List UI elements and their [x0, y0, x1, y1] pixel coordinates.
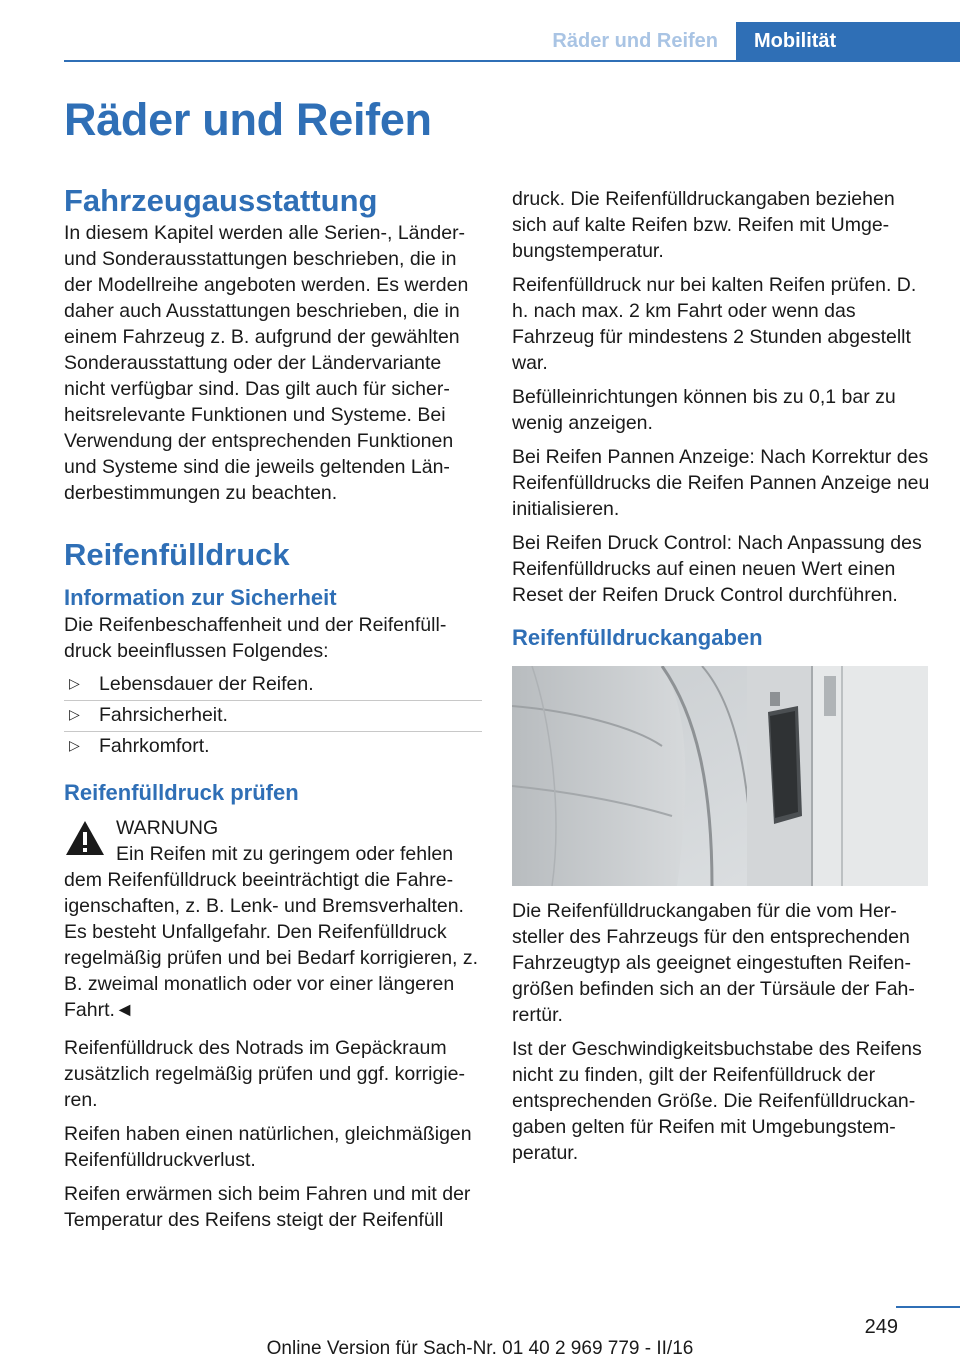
header-section-title: Räder und Reifen	[552, 30, 718, 52]
header-rule	[64, 60, 960, 62]
paragraph-geschwindigkeitsbuchstabe: Ist der Geschwindigkeitsbuchstabe des Reifens nicht zu finden, gilt der Reifenfülldruck der entsprechenden Größe. Die Reifenfülldruckangaben gelten für Reifen mit Umgebungstemperatur.	[512, 1038, 922, 1164]
footer-online-version: Online Version für Sach-Nr. 01 40 2 969 779 - II/16	[266, 1338, 694, 1359]
paragraph-druck-control: Bei Reifen Druck Control: Nach Anpassung des Reifenfülldrucks auf einen neuen Wert einen Reset der Reifen Druck Control durchführen.	[512, 532, 922, 606]
footer-rule	[896, 1306, 960, 1308]
bullet-list	[64, 670, 482, 763]
heading-information-sicherheit: Information zur Sicherheit	[64, 585, 337, 610]
paragraph-befuelleinrichtungen: Befülleinrichtungen können bis zu 0,1 bar zu wenig anzeigen.	[512, 386, 896, 434]
paragraph-notrad: Reifenfülldruck des Notrads im Gepäckraum zusätzlich regelmäßig prüfen und ggf. korrigieren.	[64, 1037, 466, 1111]
door-pillar-illustration	[512, 666, 928, 886]
list-item: ▷ Fahrsicherheit.	[64, 701, 482, 732]
paragraph-verlust: Reifen haben einen natürlichen, gleichmäßigen Reifenfülldruckverlust.	[64, 1123, 472, 1171]
paragraph-erwaermen: Reifen erwärmen sich beim Fahren und mit der Temperatur des Reifens steigt der Reifenfüll	[64, 1183, 471, 1231]
warning-text-rest: dem Reifenfülldruck beeinträchtigt die Fahreigenschaften, z. B. Lenk- und Bremsverhalten. Es besteht Unfallgefahr. Den Reifenfülldruck regelmäßig prüfen und bei Bedarf korrigieren, z. B. zweimal monatlich oder vor einer längeren Fahrt.◄	[64, 869, 479, 1021]
page-header	[0, 22, 960, 62]
heading-reifenfuelldruck-pruefen: Reifenfülldruck prüfen	[64, 780, 299, 805]
page-title: Räder und Reifen	[64, 94, 432, 145]
paragraph-information-sicherheit: Die Reifenbeschaffenheit und der Reifenfülldruck beeinflussen Folgendes:	[64, 614, 447, 662]
heading-fahrzeugausstattung: Fahrzeugausstattung	[64, 183, 378, 218]
paragraph-continued: druck. Die Reifenfülldruckangaben beziehen sich auf kalte Reifen bzw. Reifen mit Umgebungstemperatur.	[512, 188, 895, 262]
paragraph-fahrzeugausstattung: In diesem Kapitel werden alle Serien-, Länder- und Sonderausstattungen beschrieben, die in der Modellreihe angeboten werden. Es werden daher auch Ausstattungen beschrieben, die in einem Fahrzeug z. B. aufgrund der gewählten Sonderausstattung oder der Ländervariante nicht verfügbar sind. Das gilt auch für sicherheitsrelevante Funktionen und Systeme. Bei Verwendung der entsprechenden Funktionen und Systeme sind die jeweils geltenden Länderbestimmungen zu beachten.	[64, 222, 469, 504]
page-number: 249	[864, 1316, 898, 1338]
warning-text-first-line: Ein Reifen mit zu geringem oder fehlen	[116, 843, 454, 865]
triangle-right-icon: ▷	[69, 706, 80, 722]
right-column	[512, 186, 930, 1174]
heading-reifenfuelldruck: Reifenfülldruck	[64, 537, 290, 572]
triangle-right-icon: ▷	[69, 675, 80, 691]
paragraph-pannen-anzeige: Bei Reifen Pannen Anzeige: Nach Korrektur des Reifenfülldrucks die Reifen Pannen Anzeige neu initialisieren.	[512, 446, 930, 520]
warning-triangle-icon	[64, 819, 106, 857]
list-item: ▷ Fahrkomfort.	[64, 732, 482, 763]
paragraph-tuersaeule: Die Reifenfülldruckangaben für die vom Hersteller des Fahrzeugs für den entsprechenden Fahrzeugtyp als geeignet eingestuften Reifengrößen befinden sich an der Türsäule der Fahrertür.	[512, 900, 915, 1026]
warning-label: WARNUNG	[116, 817, 219, 839]
triangle-right-icon: ▷	[69, 737, 80, 753]
left-column	[64, 182, 482, 1241]
warning-block	[64, 815, 482, 1023]
header-chapter-tab: Mobilität	[736, 22, 960, 62]
paragraph-kalte-reifen: Reifenfülldruck nur bei kalten Reifen prüfen. D. h. nach max. 2 km Fahrt oder wenn das Fahrzeug für mindestens 2 Stunden abgestellt war.	[512, 274, 917, 374]
list-item: ▷ Lebensdauer der Reifen.	[64, 670, 482, 701]
heading-reifenfuelldruckangaben: Reifenfülldruckangaben	[512, 625, 763, 650]
warning-text	[64, 841, 482, 1023]
